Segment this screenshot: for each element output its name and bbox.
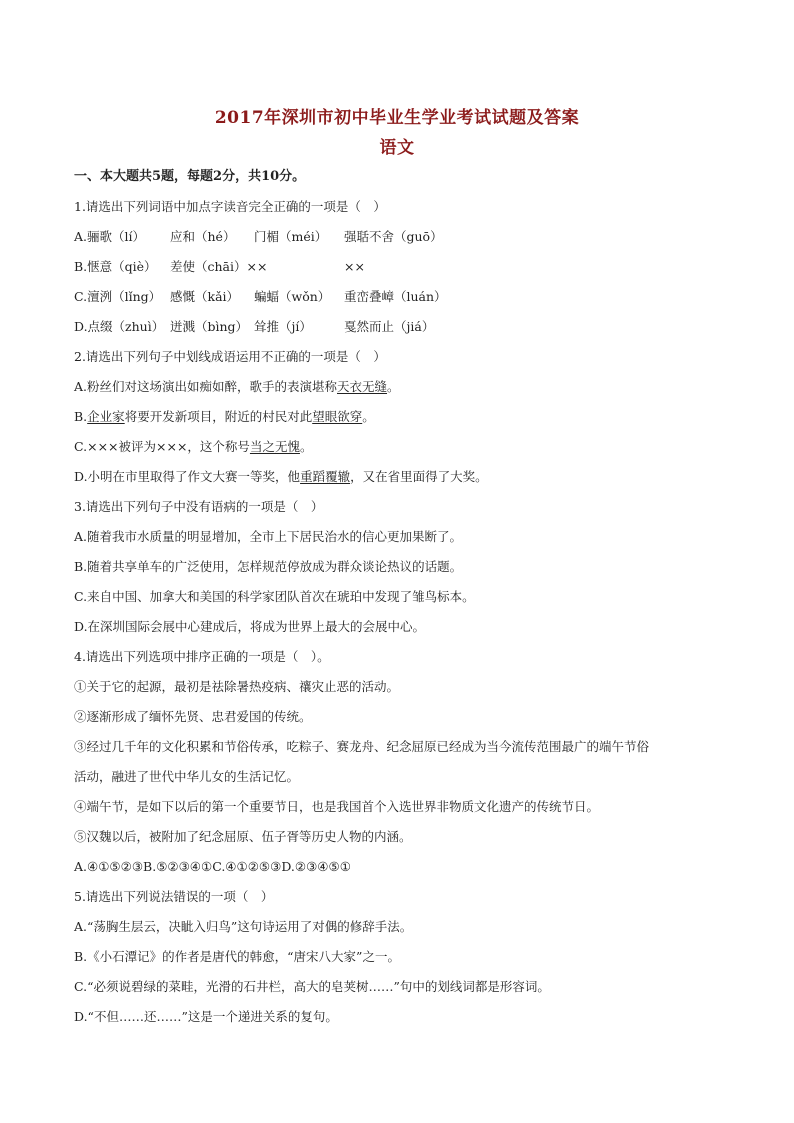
q4-options: A.④①⑤②③B.⑤②③④①C.④①②⑤③D.②③④⑤①: [74, 859, 351, 874]
q4-sentence-1: ①关于它的起源，最初是祛除暑热疫病、禳灾止恶的活动。: [74, 679, 400, 694]
q2-d-idiom: 重蹈覆辙: [300, 469, 351, 484]
q5-option-b: B.《小石潭记》的作者是唐代的韩愈，“唐宋八大家”之一。: [74, 949, 400, 964]
q2-c-idiom: 当之无愧: [249, 439, 300, 454]
q2-a-text: A.粉丝们对这场演出如痴如醉，歌手的表演堪称: [74, 379, 338, 394]
q1-a-1: A.骊歌（lí）: [74, 229, 145, 244]
q3-option-a: A.随着我市水质量的明显增加，全市上下居民治水的信心更加果断了。: [74, 529, 463, 544]
q1-option-a: [74, 229, 443, 245]
q1-a-2: 应和（hé）: [170, 229, 236, 244]
q2-option-a: [74, 379, 400, 395]
subject-title: 语文: [379, 138, 415, 158]
page-title: 2017年深圳市初中毕业生学业考试试题及答案: [214, 108, 580, 128]
q3-option-b: B.随着共享单车的广泛使用，怎样规范停放成为群众谈论热议的话题。: [74, 559, 463, 574]
q1-b-2: 差使（chāi）××: [170, 259, 268, 274]
q5-option-c: C.“必须说碧绿的菜畦，光滑的石井栏，高大的皂荚树……”句中的划线词都是形容词。: [74, 979, 550, 994]
q4-sentence-4: ④端午节，是如下以后的第一个重要节日，也是我国首个入选世界非物质文化遗产的传统节日。: [74, 799, 600, 814]
question-4-stem: 4.请选出下列选项中排序正确的一项是（ ）。: [74, 649, 330, 664]
section-heading: 一、本大题共5题，每题2分，共10分。: [74, 169, 306, 184]
q2-a-end: 。: [387, 379, 400, 394]
q1-d-1: D.点缀（zhuì）: [74, 319, 165, 334]
q1-option-d: [74, 319, 434, 335]
q1-c-3: 蝙蝠（wǒn）: [254, 289, 331, 304]
q5-option-d: D.“不但……还……”这是一个递进关系的复句。: [74, 1009, 338, 1024]
q1-b-3: ××: [344, 259, 365, 274]
q2-b-end: 。: [362, 409, 375, 424]
q2-b-text: 将要开发新项目，附近的村民对此: [124, 409, 313, 424]
q2-option-c: [74, 439, 312, 455]
q1-option-c: [74, 289, 447, 305]
q4-sentence-2: ②逐渐形成了缅怀先贤、忠君爱国的传统。: [74, 709, 312, 724]
q1-a-4: 强聒不舍（guō）: [344, 229, 443, 244]
q1-c-4: 重峦叠嶂（luán）: [344, 289, 447, 304]
q3-option-c: C.来自中国、加拿大和美国的科学家团队首次在琥珀中发现了雏鸟标本。: [74, 589, 475, 604]
q4-sentence-3: ③经过几千年的文化积累和节俗传承，吃粽子、赛龙舟、纪念屈原已经成为当今流传范围最广的端午节俗: [74, 739, 650, 754]
q4-sentence-5: ⑤汉魏以后，被附加了纪念屈原、伍子胥等历史人物的内涵。: [74, 829, 412, 844]
q2-b-idiom: 望眼欲穿: [312, 409, 363, 424]
q2-d-end: ，又在省里面得了大奖。: [350, 469, 488, 484]
q2-c-text: C.×××被评为×××，这个称号: [74, 439, 250, 454]
q1-d-3: 耸推（jí）: [254, 319, 312, 334]
q2-a-idiom: 天衣无缝: [337, 379, 388, 394]
q1-c-2: 感慨（kǎi）: [170, 289, 240, 304]
question-3-stem: 3.请选出下列句子中没有语病的一项是（ ）: [74, 499, 324, 514]
q2-b-label: B.: [74, 409, 88, 424]
q2-d-text: D.小明在市里取得了作文大赛一等奖，他: [74, 469, 301, 484]
q4-sentence-3-cont: 活动，融进了世代中华儿女的生活记忆。: [74, 769, 300, 784]
q2-option-b: [74, 409, 375, 425]
q1-a-3: 门楣（méi）: [254, 229, 328, 244]
q5-option-a: A.“荡胸生层云，决眦入归鸟”这句诗运用了对偶的修辞手法。: [74, 919, 413, 934]
q1-d-2: 迸溅（bìng）: [170, 319, 249, 334]
q2-b-subject: 企业家: [87, 409, 125, 424]
q2-c-end: 。: [299, 439, 313, 454]
q1-c-1: C.澶洌（lǐng）: [74, 289, 162, 304]
question-5-stem: 5.请选出下列说法错误的一项（ ）: [74, 889, 274, 904]
q1-b-1: B.惬意（qiè）: [74, 259, 157, 274]
q2-option-d: [74, 469, 488, 485]
q1-option-b: [74, 259, 365, 275]
q3-option-d: D.在深圳国际会展中心建成后，将成为世界上最大的会展中心。: [74, 619, 426, 634]
q1-d-4: 戛然而止（jiá）: [344, 319, 435, 334]
question-1-stem: 1.请选出下列词语中加点字读音完全正确的一项是（ ）: [74, 199, 386, 214]
question-2-stem: 2.请选出下列句子中划线成语运用不正确的一项是（ ）: [74, 349, 386, 364]
